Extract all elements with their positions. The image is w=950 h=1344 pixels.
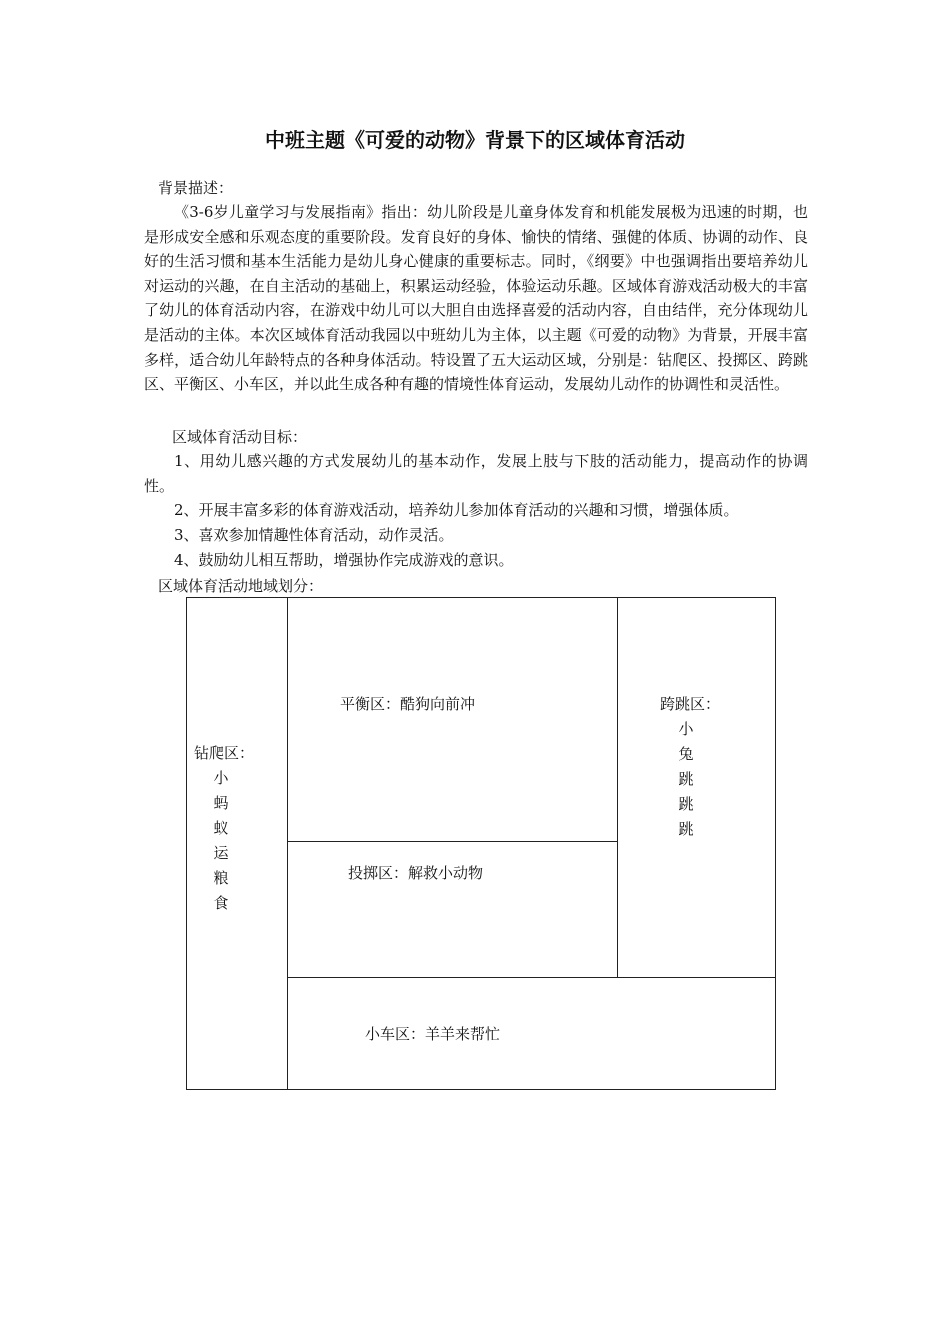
background-paragraph: 《3-6岁儿童学习与发展指南》指出：幼儿阶段是儿童身体发育和机能发展极为迅速的时期，也是形成安全感和乐观态度的重要阶段。发育良好的身体、愉快的情绪、强健的体质、协调的动作、良好的生活习惯和基本生活能力是幼儿身心健康的重要标志。同时，《纲要》中也强调指出要培养幼儿对运动的兴趣，在自主活动的基础上，积累运动经验，体验运动乐趣。区域体育游戏活动极大的丰富了幼儿的体育活动内容，在游戏中幼儿可以大胆自由选择喜爱的活动内容，自由结伴，充分体现幼儿是活动的主体。本次区域体育活动我园以中班幼儿为主体，以主题《可爱的动物》为背景，开展丰富多样，适合幼儿年龄特点的各种身体活动。特设置了五大运动区域，分别是：钻爬区、投掷区、跨跳区、平衡区、小车区，并以此生成各种有趣的情境性体育运动，发展幼儿动作的协调性和灵活性。: [144, 203, 808, 394]
goal-item-2: 2、开展丰富多彩的体育游戏活动，培养幼儿参加体育活动的兴趣和习惯，增强体质。: [174, 501, 739, 519]
jump-zone-label: 跨跳区：: [660, 695, 721, 713]
goal-item-3: 3、喜欢参加情趣性体育活动，动作灵活。: [174, 526, 454, 544]
balance-zone-label: 平衡区：酷狗向前冲: [340, 695, 476, 713]
zones-heading: 区域体育活动地域划分：: [158, 577, 324, 595]
jump-zone-activity: 小 兔 跳 跳 跳: [678, 720, 694, 838]
crawl-zone-activity: 小 蚂 蚁 运 粮 食: [213, 769, 229, 912]
goal-item-4: 4、鼓励幼儿相互帮助，增强协作完成游戏的意识。: [174, 551, 514, 569]
background-heading: 背景描述：: [158, 179, 234, 197]
zone-divider: [287, 977, 776, 978]
zone-divider: [287, 597, 288, 1090]
zone-divider: [287, 841, 618, 842]
goals-heading: 区域体育活动目标：: [172, 428, 308, 446]
zone-map: [186, 597, 776, 1090]
crawl-zone-label: 钻爬区：: [194, 744, 255, 762]
cart-zone-label: 小车区：羊羊来帮忙: [365, 1025, 501, 1043]
throw-zone-label: 投掷区：解救小动物: [348, 864, 484, 882]
zone-divider: [617, 597, 618, 978]
goal-item-1: 1、用幼儿感兴趣的方式发展幼儿的基本动作，发展上肢与下肢的活动能力，提高动作的协调性。: [144, 452, 808, 495]
page-title: 中班主题《可爱的动物》背景下的区域体育活动: [265, 128, 685, 152]
